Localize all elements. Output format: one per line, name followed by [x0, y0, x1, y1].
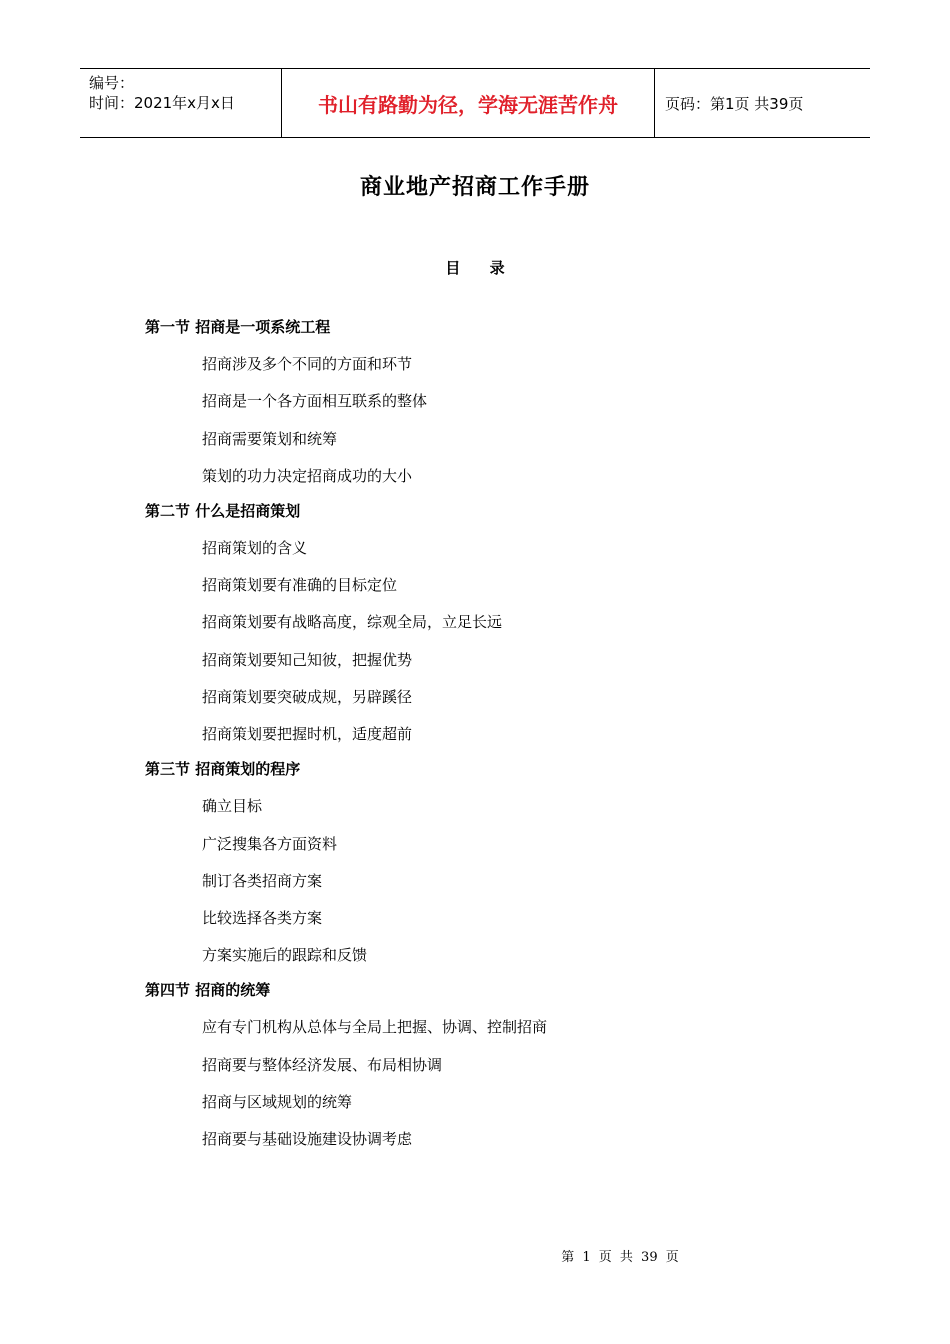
toc-section-1[interactable]: 第一节 招商是一项系统工程 — [145, 318, 331, 336]
toc-item[interactable]: 招商需要策划和统筹 — [202, 430, 338, 448]
toc-item[interactable]: 招商与区域规划的统筹 — [202, 1093, 353, 1111]
toc-item[interactable]: 广泛搜集各方面资料 — [202, 835, 338, 853]
toc-item[interactable]: 应有专门机构从总体与全局上把握、协调、控制招商 — [202, 1018, 548, 1036]
toc-item[interactable]: 比较选择各类方案 — [202, 909, 323, 927]
toc-section-2[interactable]: 第二节 什么是招商策划 — [145, 502, 301, 520]
toc-item[interactable]: 招商策划要有战略高度，综观全局，立足长远 — [202, 613, 503, 631]
document-title: 商业地产招商工作手册 — [359, 175, 590, 200]
number-label: 编号： — [89, 74, 135, 92]
toc-section-3[interactable]: 第三节 招商策划的程序 — [145, 760, 301, 778]
toc-item[interactable]: 确立目标 — [202, 797, 263, 815]
toc-heading: 目 录 — [445, 259, 505, 277]
toc-section-4[interactable]: 第四节 招商的统筹 — [145, 981, 271, 999]
toc-item[interactable]: 策划的功力决定招商成功的大小 — [202, 467, 413, 485]
toc-item[interactable]: 招商策划要知己知彼，把握优势 — [202, 651, 413, 669]
toc-item[interactable]: 招商是一个各方面相互联系的整体 — [202, 392, 428, 410]
toc-item[interactable]: 招商策划的含义 — [202, 539, 308, 557]
header-motto: 书山有路勤为径，学海无涯苦作舟 — [282, 69, 655, 137]
toc-item[interactable]: 招商涉及多个不同的方面和环节 — [202, 355, 413, 373]
page-footer: 第 1 页 共 39 页 — [561, 1250, 679, 1265]
toc-item[interactable]: 招商要与基础设施建设协调考虑 — [202, 1130, 413, 1148]
header-page-info: 页码：第1页 共39页 — [665, 94, 804, 113]
toc-item[interactable]: 方案实施后的跟踪和反馈 — [202, 946, 368, 964]
toc-item[interactable]: 招商策划要有准确的目标定位 — [202, 576, 398, 594]
time-label: 时间：2021年x月x日 — [89, 94, 235, 112]
toc-item[interactable]: 制订各类招商方案 — [202, 872, 323, 890]
toc-item[interactable]: 招商要与整体经济发展、布局相协调 — [202, 1056, 443, 1074]
page-header — [80, 68, 870, 138]
toc-item[interactable]: 招商策划要把握时机，适度超前 — [202, 725, 413, 743]
header-meta — [80, 69, 282, 137]
toc-item[interactable]: 招商策划要突破成规，另辟蹊径 — [202, 688, 413, 706]
